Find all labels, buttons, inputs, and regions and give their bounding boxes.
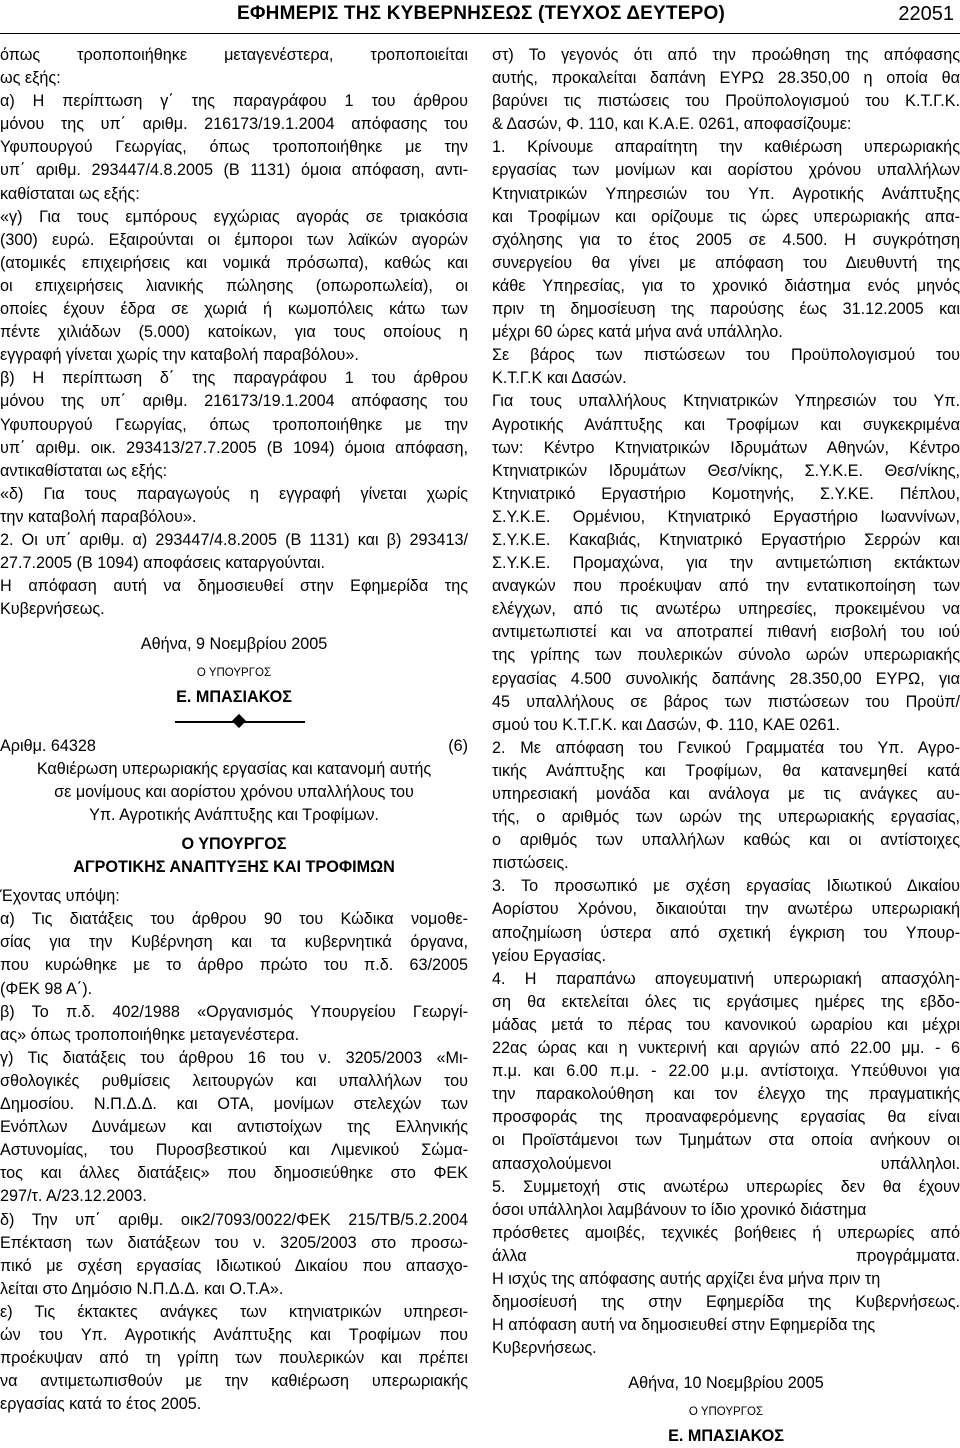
text-line: Σε βάρος των πιστώσεων του Προϋπολογισμού του [492,346,960,365]
text-line: Η απόφαση αυτή να δημοσιευθεί στην Εφημερίδα της [492,1316,876,1335]
text-line: μάδας μετά το πέρας του κανονικού ωραρίου και μέχρι [492,1015,960,1034]
text-line: α) Τις διατάξεις του άρθρου 90 του Κώδικα νομοθε- [0,910,468,929]
right-column [492,44,960,1448]
text-line: να αντιμετωπισθούν με την καθιέρωση υπερωριακής [0,1372,468,1391]
text-line: & Δασών, Φ. 110, και Κ.Α.Ε. 0261, αποφασίζουμε: [492,115,852,134]
text-line: 297/τ. Α/23.12.2003. [0,1187,147,1206]
text-line: Έχοντας υπόψη: [0,887,120,906]
text-line: κάθε Υπηρεσίας, για το χρονικό διάστημα ενός μηνός [492,276,960,295]
text-line: 45 υπαλλήλους σε βάρος των πιστώσεων του Προϋπ/ [492,692,960,711]
decision-heading [0,735,468,758]
text-line: μόνου της υπ΄ αριθμ. 216173/19.1.2004 απόφασης του [0,392,468,411]
right-minister-title: Ο ΥΠΟΥΡΓΟΣ [688,1406,764,1419]
text-line: ελέγχων, από τις ανωτέρω υπηρεσίες, προκειμένου να [492,600,960,619]
text-line: εγγραφή γίνεται χωρίς την καταβολή παραβόλου». [0,346,359,365]
text-line: π.μ. και 6.00 π.μ. - 22.00 μ.μ. αντίστοιχα. Υπεύθυνοι για [492,1062,960,1081]
gazette-title: ΕΦΗΜΕΡΙΣ ΤΗΣ ΚΥΒΕΡΝΗΣΕΩΣ (ΤΕΥΧΟΣ ΔΕΥΤΕΡΟ) [237,3,725,24]
header-rule [0,33,960,34]
text-line: ση θα εκτελείται όλες τις εργάσιμες ημέρες της εβδο- [492,992,960,1011]
text-line: όπως τροποποιήθηκε μεταγενέστερα, τροποποιείται [0,46,468,64]
text-line: εργασίας των μονίμων και αορίστου χρόνου υπαλλήλων [492,161,960,180]
text-line: οι επιχειρήσεις λιανικής πώλησης (οπωροπωλεία), οι [0,276,468,295]
decision-title-line: σε μονίμους και αορίστου χρόνου υπαλλήλους του [54,782,414,801]
text-line: αντικαθίσταται ως εξής: [0,461,168,480]
text-line: την καταβολή παραβόλου». [0,507,197,526]
text-line: 2. Οι υπ΄ αριθμ. α) 293447/4.8.2005 (Β 1131) και β) 293413/ [0,530,468,549]
text-line: δ) Την υπ΄ αριθμ. οικ2/7093/0022/ΦΕΚ 215/ΤΒ/5.2.2004 [0,1210,468,1229]
text-line: Αστυνομίας, του Πυροσβεστικού και Λιμενικού Σώμα- [0,1141,468,1160]
text-line: όσοι υπάλληλοι λαμβάνουν το ίδιο χρονικό διάστημα [492,1200,867,1219]
text-line: γ) Τις διατάξεις του άρθρου 16 του ν. 3205/2003 «Μι- [0,1048,468,1067]
text-line: ών του Υπ. Αγροτικής Ανάπτυξης και Τροφίμων που [0,1325,468,1344]
text-line: (ΦΕΚ 98 Α΄). [0,979,93,998]
section-divider [0,711,468,733]
diamond-icon [232,714,246,728]
text-line: Κτηνιατρικών Ιδρυμάτων Θεσ/νίκης, Σ.Υ.Κ.Ε. Θεσ/νίκης, [492,461,960,480]
text-line: Επέκταση των διατάξεων του ν. 3205/2003 στο προσω- [0,1233,468,1252]
text-line: εργασίας 4.500 συνολικής δαπάνης 28.350,00 ΕΥΡΩ, για [492,669,960,688]
text-line: Η ισχύς της απόφασης αυτής αρχίζει ένα μήνα πριν τη [492,1269,881,1288]
text-line: την παρακολούθηση και τον έλεγχο της πραγματικής [492,1085,960,1104]
text-line: Για τους υπαλλήλους Κτηνιατρικών Υπηρεσιών του Υπ. [492,392,960,411]
text-line: Κτηνιατρικό Εργαστήριο Κομοτηνής, Σ.Υ.ΚΕ. Πέπλου, [492,484,960,503]
text-line: τος και άλλες διατάξεις» που δημοσιεύθηκε στο ΦΕΚ [0,1164,468,1183]
text-line: οι Προϊστάμενοι των Τμημάτων στα οποία ανήκουν οι [492,1131,960,1150]
authority-line: Ο ΥΠΟΥΡΓΟΣ [181,835,287,853]
decision-title-line: Καθιέρωση υπερωριακής εργασίας και κατανομή αυτής [36,759,432,778]
text-line: πρόσθετες αμοιβές, τεχνικές βοήθειες ή υπερωρίες από [492,1223,960,1242]
text-line: πιστώσεις. [492,854,569,873]
text-line: Υφυπουργού Γεωργίας, όπως τροποποιήθηκε με την [0,415,468,434]
text-line: τικής Ανάπτυξης και Τροφίμων, θα κατανεμηθεί κατά [492,761,960,780]
text-line: βαρύνει τις πιστώσεις του Προϋπολογισμού του Κ.Τ.Γ.Κ. [492,92,960,111]
text-line: αντιμετωπιστεί και να αποτραπεί πιθανή εισβολή του ιού [492,623,960,642]
text-line: (ατομικές επιχειρήσεις και νομικά πρόσωπα), καθώς και [0,253,468,272]
text-line: Κτηνιατρικών Υπηρεσιών του Υπ. Αγροτικής Ανάπτυξης [492,184,960,203]
decision-index: (6) [448,736,468,755]
text-line: ε) Τις έκτακτες ανάγκες των κτηνιατρικών υπηρεσι- [0,1302,468,1321]
text-line: των: Κέντρο Κτηνιατρικών Ιδρυμάτων Αθηνών, Κέντρο [492,438,960,457]
text-line: εργασίας κατά το έτος 2005. [0,1395,202,1414]
text-line: ο αριθμός των υπαλλήλων καθώς και οι αντίστοιχες [492,831,960,850]
right-minister-name: Ε. ΜΠΑΣΙΑΚΟΣ [668,1426,784,1445]
authority-heading [0,833,468,879]
text-line: συνεργείου θα γίνει με απόφαση του Διευθυντή της [492,253,960,272]
left-minister-title: Ο ΥΠΟΥΡΓΟΣ [196,667,272,680]
text-line: β) Το π.δ. 402/1988 «Οργανισμός Υπουργείου Γεωργί- [0,1002,468,1021]
page-header [0,0,960,30]
text-line: 1. Κρίνουμε απαραίτητη την καθιέρωση υπερωριακής [492,138,960,157]
text-line: υπηρεσιακή μονάδα και ανάλογα με τις ανάγκες αυ- [492,785,960,803]
text-line: Η απόφαση αυτή να δημοσιευθεί στην Εφημερίδα της [0,577,468,596]
text-line: σθολογικές ρυθμίσεις λειτουργών και υπαλλήλων του [0,1071,468,1090]
authority-line: ΑΓΡΟΤΙΚΗΣ ΑΝΑΠΤΥΞΗΣ ΚΑΙ ΤΡΟΦΙΜΩΝ [73,858,395,877]
text-line: προέκυψαν από τη γρίπη των πουλερικών και πρέπει [0,1349,468,1368]
text-line: σμού του Κ.Τ.Γ.Κ. και Δασών, Φ. 110, ΚΑΕ 0261. [492,715,840,734]
text-line: σίας για την Κυβέρνηση και τα κυβερνητικά όργανα, [0,933,468,952]
left-minister-name: Ε. ΜΠΑΣΙΑΚΟΣ [176,687,292,706]
text-line: α) Η περίπτωση γ΄ της παραγράφου 1 του άρθρου [0,92,468,111]
text-line: απασχολούμενοι υπάλληλοι. [492,1154,960,1173]
text-line: πικό με σχέση εργασίας Ιδιωτικού Δικαίου που απασχο- [0,1256,468,1275]
decision-title [0,758,468,827]
text-line: οποίες έχουν έδρα σε χωριά ή κωμοπόλεις κάτω των [0,300,468,319]
text-line: «γ) Για τους εμπόρους εγχώριας αγοράς σε τριακόσια [0,207,468,226]
text-line: στ) Το γεγονός ότι από την προώθηση της απόφασης [492,46,960,64]
text-line: πέντε χιλιάδων (5.000) κατοίκων, για τους οποίους η [0,323,468,342]
text-line: που κυρώθηκε με το άρθρο πρώτο του π.δ. 63/2005 [0,956,468,975]
text-line: της γρίπης των πουλερικών σύνολο ωρών υπερωριακής [492,646,960,665]
text-line: 3. Το προσωπικό με σχέση εργασίας Ιδιωτικού Δικαίου [492,877,960,896]
text-line: γείου Εργασίας. [492,946,606,965]
text-line: αποζημίωση ύστερα από σχετική έγκριση του Υπουρ- [492,923,960,942]
text-line: ας» όπως τροποποιήθηκε μεταγενέστερα. [0,1025,300,1044]
text-line: (300) ευρώ. Εξαιρούνται οι έμποροι των λαϊκών αγορών [0,230,468,249]
text-line: Αγροτικής Ανάπτυξης και Τροφίμων και συγκεκριμένα [492,415,960,434]
text-line: λείται στο Δημόσιο Ν.Π.Δ.Δ. και Ο.Τ.Α». [0,1279,284,1298]
text-line: 5. Συμμετοχή στις ανωτέρω υπερωρίες δεν θα έχουν [492,1177,960,1196]
text-line: καθίσταται ως εξής: [0,184,140,203]
left-considerations [0,885,468,1416]
text-line: Αορίστου Χρόνου, δικαιούται την ανωτέρω υπερωριακή [492,900,960,919]
text-line: υπ΄ αριθμ. 293447/4.8.2005 (Β 1131) όμοια απόφαση, αντι- [0,161,468,180]
text-line: αναγκών που προέκυψαν από την εντατικοποίηση των [492,577,960,596]
text-line: τής, ο αριθμός των ωρών της υπερωριακής εργασίας, [492,808,960,827]
text-line: 27.7.2005 (Β 1094) αποφάσεις καταργούνται. [0,554,325,573]
text-line: Κ.Τ.Γ.Κ και Δασών. [492,369,627,388]
text-line: Σ.Υ.Κ.Ε. Ορμένιου, Κτηνιατρικό Εργαστήριο Ιωαννίνων, [492,507,960,526]
text-line: αυτής, προκαλείται δαπάνη ΕΥΡΩ 28.350,00 η οποία θα [492,69,960,88]
text-line: Κυβερνήσεως. [0,600,105,619]
text-line: Σ.Υ.Κ.Ε. Κακαβιάς, Κτηνιατρικό Εργαστήριο Σερρών και [492,530,960,549]
text-line: Δημοσίου. Ν.Π.Δ.Δ. και ΟΤΑ, μονίμων στελεχών των [0,1095,468,1114]
text-line: σχόλησης για το έτος 2005 σε 4.500. Η συγκρότηση [492,230,960,249]
text-line: δημοσίευσή της στην Εφημερίδα της Κυβερνήσεως. [492,1293,960,1312]
text-line: πριν τη δημοσίευση της παρούσης έως 31.12.2005 και [492,300,960,319]
text-line: «δ) Για τους παραγωγούς η εγγραφή γίνεται χωρίς [0,484,468,503]
left-place-date: Αθήνα, 9 Νοεμβρίου 2005 [140,635,328,654]
text-line: 4. Η παραπάνω απογευματινή υπερωριακή απασχόλη- [492,969,960,988]
decision-title-line: Υπ. Αγροτικής Ανάπτυξης και Τροφίμων. [89,805,379,824]
text-line: και Τροφίμων και ορίζουμε τις ώρες υπερωριακής απα- [492,207,960,226]
right-paragraphs [492,44,960,1360]
text-line: Ενόπλων Δυνάμεων και αντιστοίχων της Ελληνικής [0,1118,468,1137]
left-column [0,44,468,1416]
text-line: 22ας ώρας και η νυκτερινή και αργιών από 22.00 μμ. - 6 [492,1039,960,1058]
text-line: μόνου της υπ΄ αριθμ. 216173/19.1.2004 απόφασης του [0,115,468,134]
text-line: μέχρι 60 ώρες κατά μήνα ανά υπάλληλο. [492,323,783,342]
text-line: 2. Με απόφαση του Γενικού Γραμματέα του Υπ. Αγρο- [492,738,960,757]
text-line: υπ΄ αριθμ. οικ. 293413/27.7.2005 (Β 1094) όμοια απόφαση, [0,438,468,457]
text-line: Υφυπουργού Γεωργίας, όπως τροποποιήθηκε με την [0,138,468,157]
text-line: ως εξής: [0,69,61,88]
text-line: Κυβερνήσεως. [492,1339,597,1358]
right-place-date: Αθήνα, 10 Νοεμβρίου 2005 [628,1374,824,1393]
text-line: Σ.Υ.Κ.Ε. Προμαχώνα, για την αντιμετώπιση εκτάκτων [492,554,960,573]
decision-number: Αριθμ. 64328 [0,736,96,755]
text-line: προσφοράς της προαναφερόμενης εργασίας θα είναι [492,1108,960,1127]
page-number: 22051 [898,3,954,25]
left-paragraphs [0,44,468,621]
text-line: άλλα προγράμματα. [492,1246,960,1265]
text-line: β) Η περίπτωση δ΄ της παραγράφου 1 του άρθρου [0,369,468,388]
